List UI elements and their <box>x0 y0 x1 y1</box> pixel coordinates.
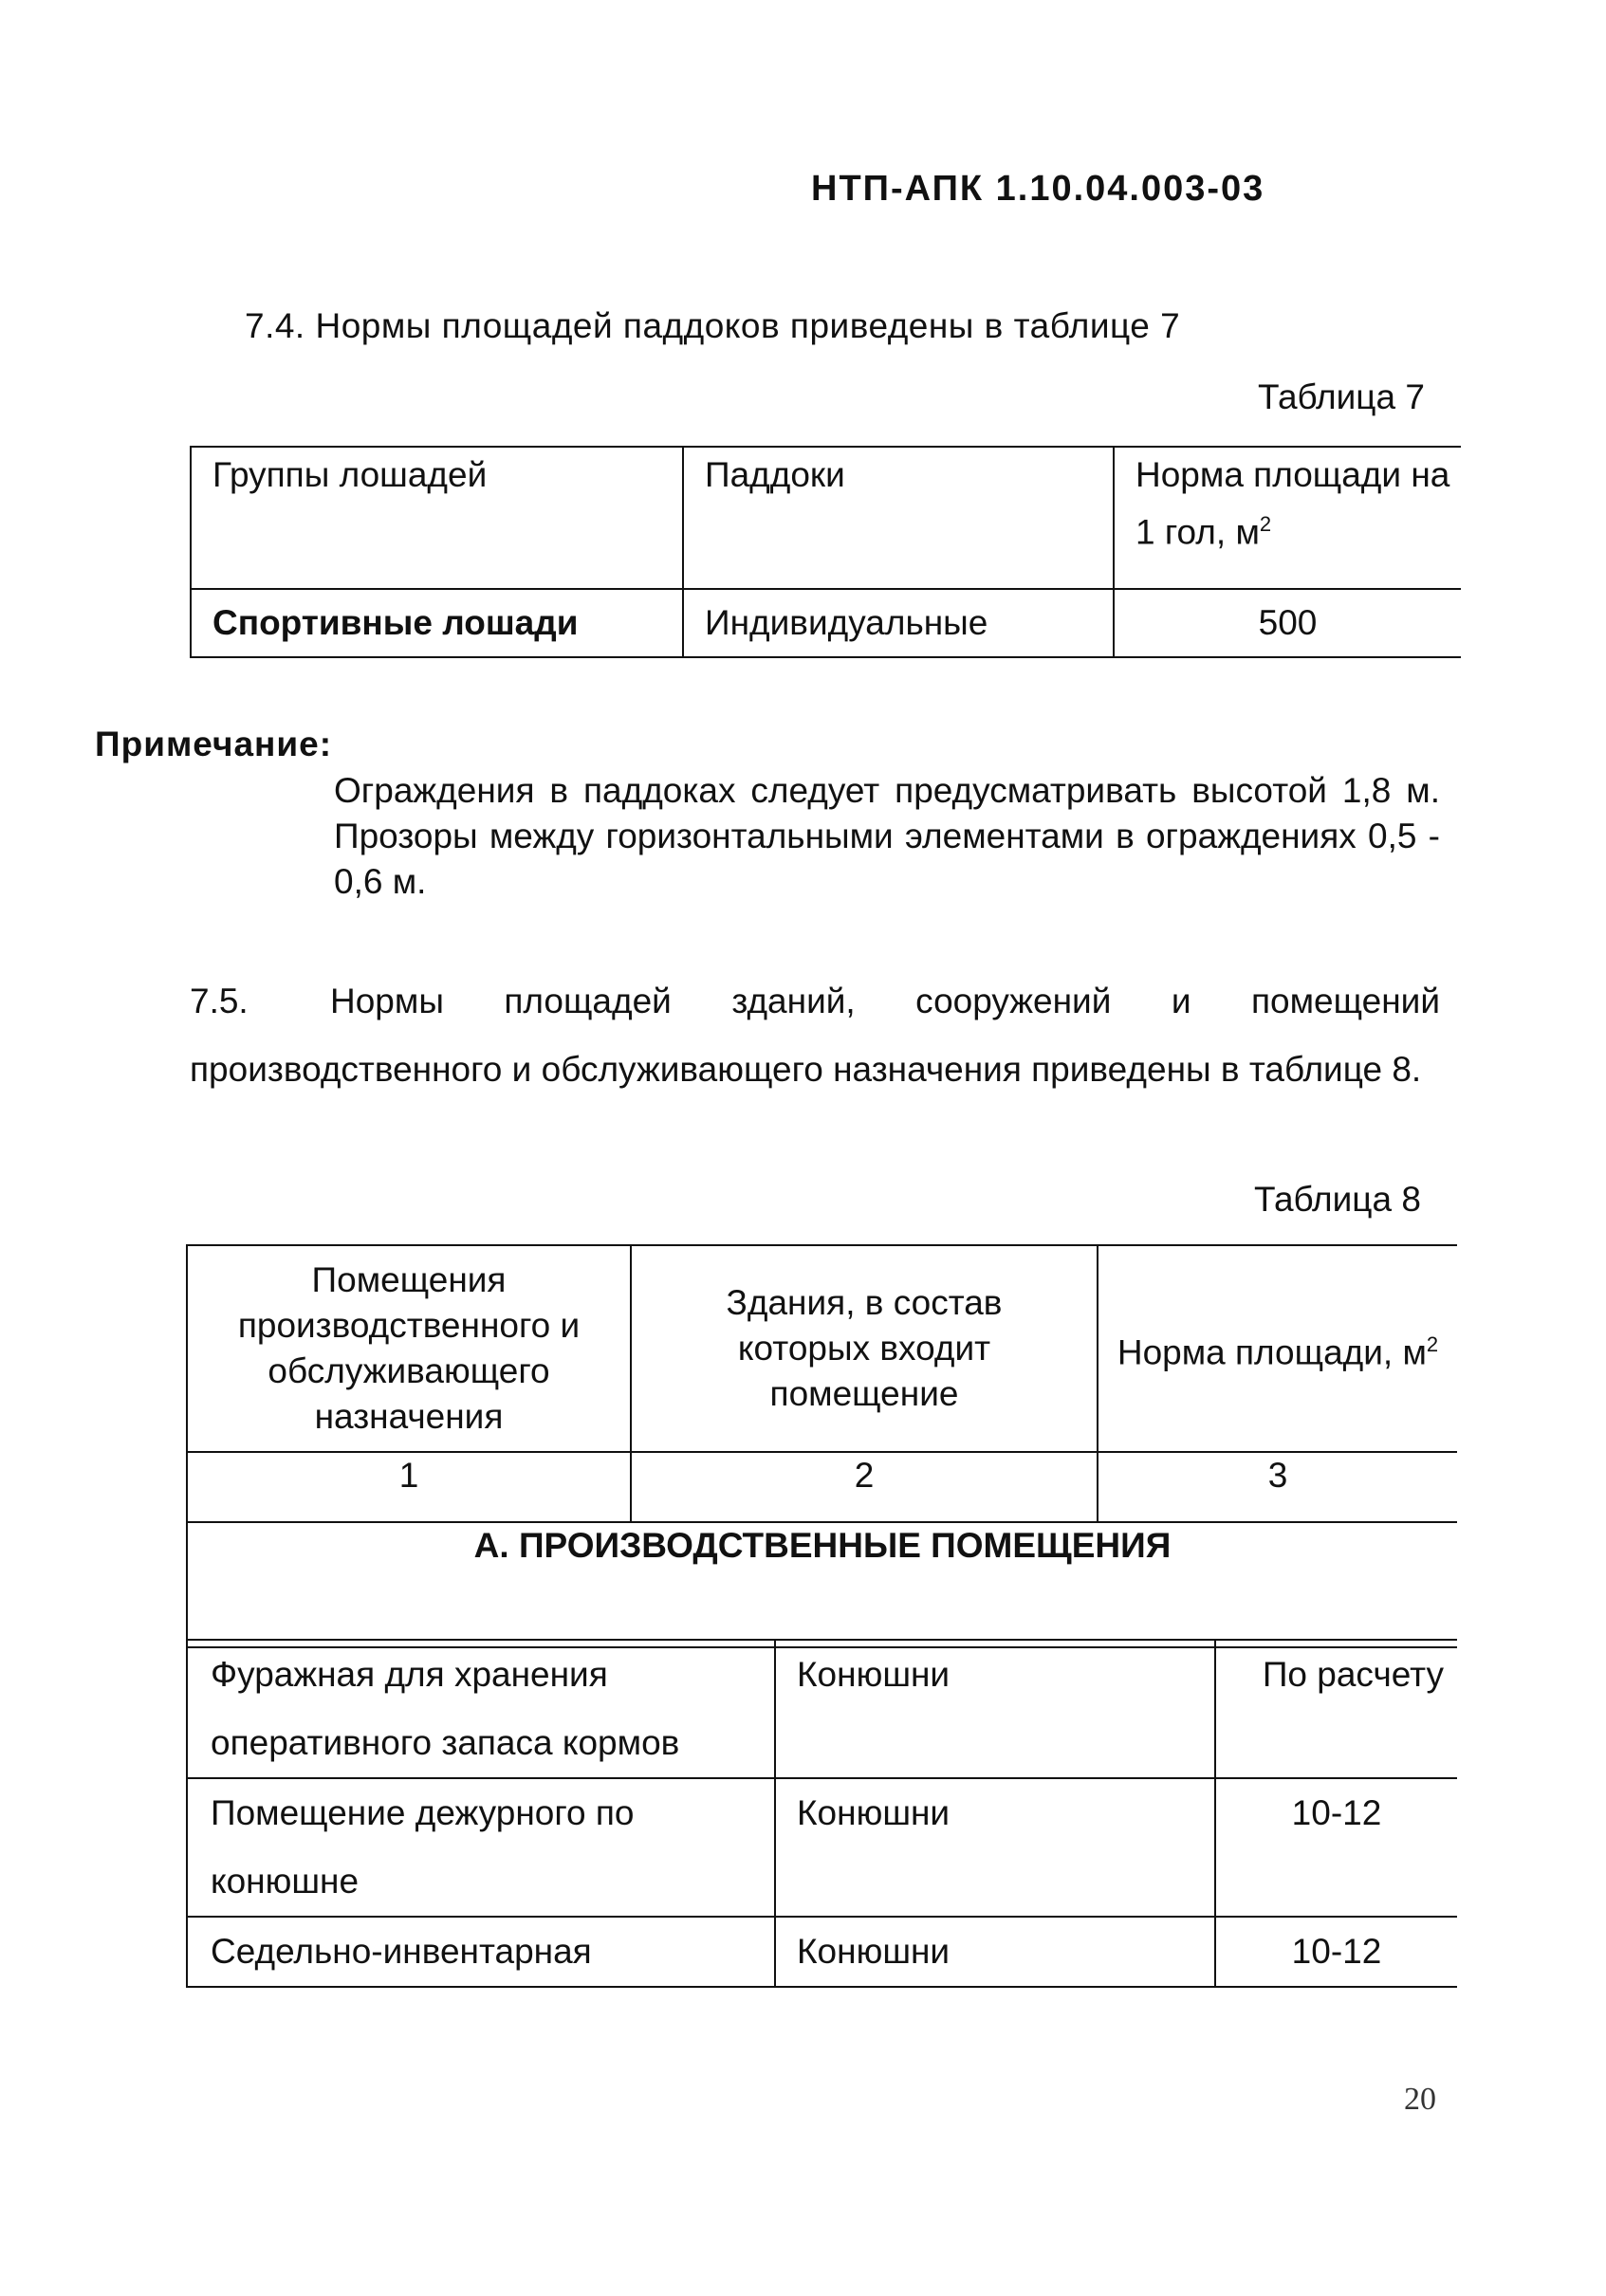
section-7-5-text <box>190 967 1440 1104</box>
table8-header-rooms: Помещения производственного и обслуживающего назначения <box>187 1245 631 1452</box>
table8-header-buildings: Здания, в состав которых входит помещение <box>631 1245 1098 1452</box>
table8-row1-norm: По расчету <box>1215 1640 1457 1778</box>
table7-header-groups: Группы лошадей <box>191 447 683 589</box>
note-label: Примечание: <box>95 725 333 763</box>
table8-colnum-2: 2 <box>631 1452 1098 1522</box>
table7-cell-norm: 500 <box>1114 589 1461 657</box>
table8-colnum-3: 3 <box>1098 1452 1457 1522</box>
table8-section-title: А. ПРОИЗВОДСТВЕННЫЕ ПОМЕЩЕНИЯ <box>187 1522 1457 1647</box>
section-7-5-body: Нормы площадей зданий, сооружений и помещений производственного и обслуживающего назначения приведены в таблице 8. <box>190 982 1440 1089</box>
table8-row2-building: Конюшни <box>775 1778 1215 1917</box>
table-8-rows <box>186 1639 1457 1988</box>
table8-header-norm: Норма площади, $м^2$ <box>1098 1245 1457 1452</box>
table8-row1-name: Фуражная для хранения оперативного запаса кормов <box>187 1640 775 1778</box>
table8-row1-building: Конюшни <box>775 1640 1215 1778</box>
section-7-4-text: 7.4. Нормы площадей паддоков приведены в таблице 7 <box>245 306 1181 345</box>
section-7-5-number: 7.5. <box>190 982 249 1020</box>
table8-row2-norm: 10-12 <box>1215 1778 1457 1917</box>
table8-row3-norm: 10-12 <box>1215 1917 1457 1987</box>
table7-header-norm-line1: Норма площади на <box>1135 455 1450 494</box>
table8-colnum-1: 1 <box>187 1452 631 1522</box>
page-number: 20 <box>1404 2082 1436 2117</box>
table8-caption: Таблица 8 <box>1254 1180 1421 1219</box>
table7-header-norm-line2: 1 гол, $м^2$ <box>1135 512 1272 552</box>
table-8 <box>186 1244 1457 1648</box>
table7-caption: Таблица 7 <box>1258 377 1425 416</box>
table7-header-norm <box>1114 447 1461 589</box>
table-7 <box>190 446 1461 658</box>
table8-row3-name: Седельно-инвентарная <box>187 1917 775 1987</box>
table8-row3-building: Конюшни <box>775 1917 1215 1987</box>
table8-row2-name: Помещение дежурного по конюшне <box>187 1778 775 1917</box>
table7-cell-group: Спортивные лошади <box>191 589 683 657</box>
table7-cell-paddock: Индивидуальные <box>683 589 1114 657</box>
document-code: НТП-АПК 1.10.04.003-03 <box>811 169 1265 209</box>
note-text: Ограждения в паддоках следует предусматривать высотой 1,8 м. Прозоры между горизонтальными элементами в ограждениях 0,5 - 0,6 м. <box>334 771 1440 901</box>
table7-header-paddocks: Паддоки <box>683 447 1114 589</box>
